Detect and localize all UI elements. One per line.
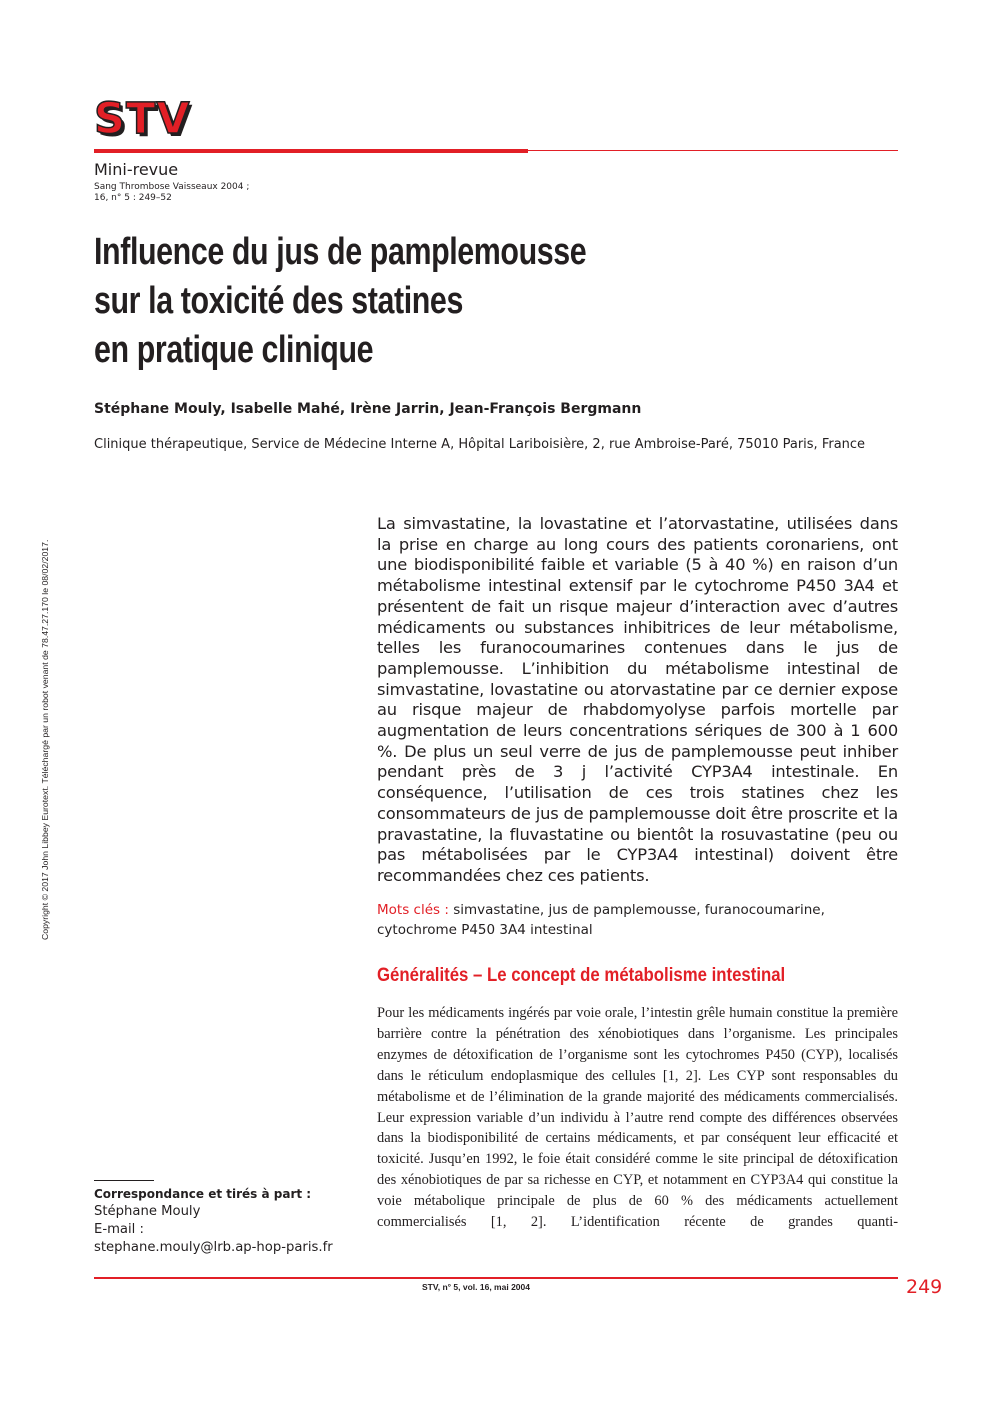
correspondence-footnote xyxy=(94,1185,364,1257)
journal-citation xyxy=(94,182,249,204)
correspondence-name: Stéphane Mouly xyxy=(94,1204,201,1219)
journal-citation-line1: Sang Thrombose Vaisseaux 2004 ; xyxy=(94,182,250,192)
abstract: La simvastatine, la lovastatine et l’atorvastatine, utilisées dans la prise en charge au long cours des patients coronariens, ont une biodisponibilité faible et variable (5 à 40 %) en raison d’un métabolisme intestinal extensif par le cytochrome P450 3A4 et présentent de fait un risque majeur d’interaction avec d’autres médicaments ou substances inhibitrices de leur métabolisme, telles les furanocoumarines contenues dans le jus de pamplemousse. L’inhibition du métabolisme intestinal de simvastatine, lovastatine ou atorvastatine par ce dernier expose au risque majeur de rhabdomyolyse parfois mortelle par augmentation de leurs concentrations sériques de 300 à 1 600 %. De plus un seul verre de jus de pamplemousse peut inhiber pendant près de 3 j l’activité CYP3A4 intestinale. En conséquence, l’utilisation de ces trois statines chez les consommateurs de jus de pamplemousse doit être proscrite et la pravastatine, la fluvastatine ou bientôt la rosuvastatine (peu ou pas métabolisées par le CYP3A4 intestinal) doivent être recommandées chez ces patients. xyxy=(377,514,898,885)
body-paragraph: Pour les médicaments ingérés par voie orale, l’intestin grêle humain constitue la première barrière contre la pénétration des xénobiotiques dans l’organisme. Les principales enzymes de détoxification de l’organisme sont les cytochromes P450 (CYP), localisés dans le réticulum endoplasmique des cellules [1, 2]. Les CYP sont responsables du métabolisme et de l’élimination de la grande majorité des médicaments commercialisés. Leur expression variable d’un individu à l’autre rend compte des différences observées dans la biodisponibilité de certains médicaments, et par conséquent leur efficacité et toxicité. Jusqu’en 1992, le foie était considéré comme le site principal de détoxification des xénobiotiques de par sa richesse en CYP, et notamment en CYP3A4 qui constitue la voie métabolique principale de plus de 60 % des médicaments actuellement commercialisés [1, 2]. L’identification récente de grandes quanti- xyxy=(377,1005,898,1231)
section-heading: Généralités – Le concept de métabolisme intestinal xyxy=(377,964,786,986)
email-label: E-mail : xyxy=(94,1222,144,1237)
side-copyright: Copyright © 2017 John Libbey Eurotext. Téléchargé par un robot venant de 78.47.27.170 le 08/02/2017. xyxy=(40,539,50,940)
affiliation: Clinique thérapeutique, Service de Médecine Interne A, Hôpital Lariboisière, 2, rue Ambroise-Paré, 75010 Paris, France xyxy=(94,437,866,452)
journal-citation-line2: 16, n° 5 : 249–52 xyxy=(94,193,172,203)
title-line: sur la toxicité des statines xyxy=(94,280,463,322)
keywords xyxy=(377,900,898,940)
keywords-text: simvastatine, jus de pamplemousse, furanocoumarine, cytochrome P450 3A4 intestinal xyxy=(377,902,825,938)
footer-citation: STV, n° 5, vol. 16, mai 2004 xyxy=(422,1282,530,1292)
article-type: Mini-revue xyxy=(94,160,179,179)
email-address: stephane.mouly@lrb.ap-hop-paris.fr xyxy=(94,1240,333,1255)
author-list: Stéphane Mouly, Isabelle Mahé, Irène Jarrin, Jean-François Bergmann xyxy=(94,401,642,417)
footnote-rule xyxy=(94,1180,154,1181)
header-rule-thin xyxy=(528,150,898,151)
header-rule xyxy=(94,149,528,153)
article-title xyxy=(94,228,590,375)
correspondence-label: Correspondance et tirés à part : xyxy=(94,1187,312,1201)
page-number: 249 xyxy=(906,1276,943,1298)
title-line: en pratique clinique xyxy=(94,329,374,371)
keywords-label: Mots clés : xyxy=(377,902,449,918)
journal-logo: STV xyxy=(94,94,191,144)
footer-rule xyxy=(94,1277,898,1279)
title-line: Influence du jus de pamplemousse xyxy=(94,231,587,273)
